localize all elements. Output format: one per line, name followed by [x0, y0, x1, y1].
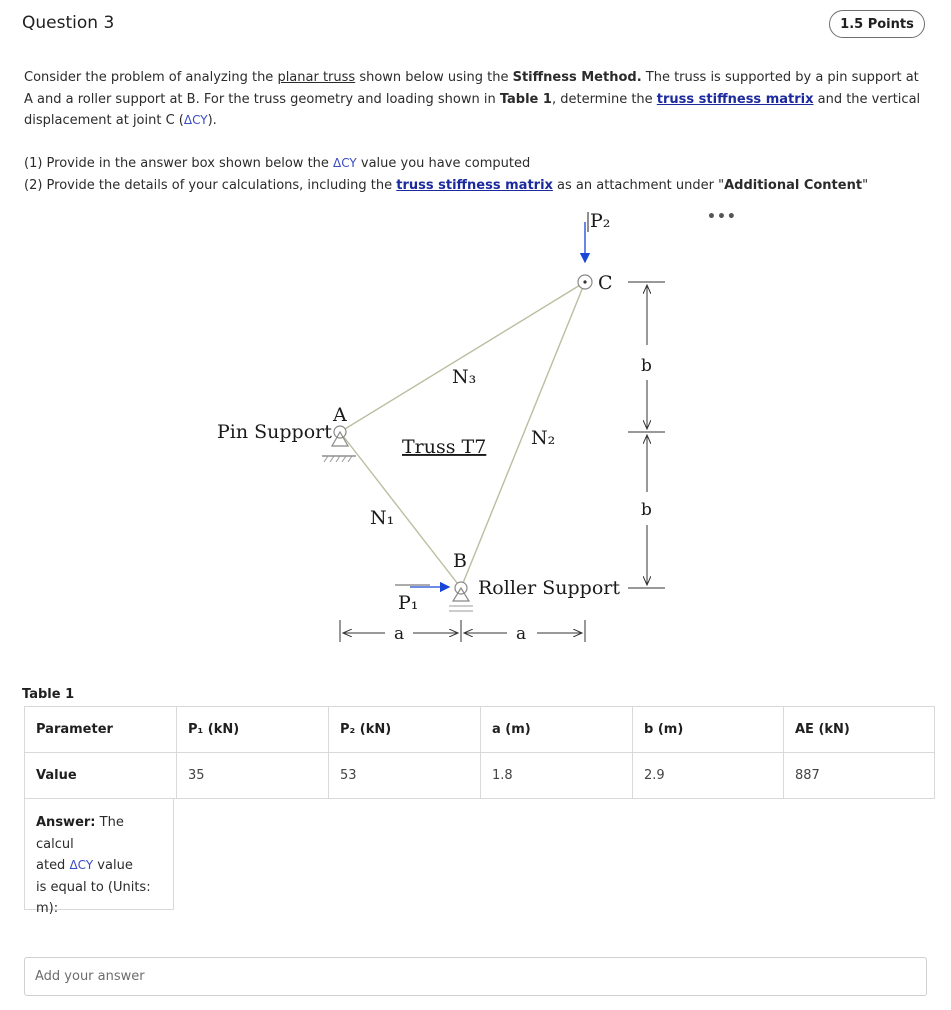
table-header-cell: b (m): [633, 707, 784, 753]
delta-cy-symbol: ΔCY: [333, 156, 357, 170]
member-n3: [340, 282, 585, 432]
question-description: [24, 67, 924, 132]
label-n3: N₃: [452, 366, 477, 388]
table-header-cell: P₁ (kN): [177, 707, 329, 753]
table-header-cell: Parameter: [25, 707, 177, 753]
instruction-text: as an attachment under ": [552, 177, 725, 193]
label-dim-b-bottom: b: [641, 500, 652, 520]
more-horizontal-icon[interactable]: •••: [707, 209, 737, 225]
stiffness-matrix-term: truss stiffness matrix: [656, 91, 814, 107]
roller-support-b: [449, 582, 473, 611]
table-value-cell: Value: [25, 753, 177, 799]
table-value-cell: 53: [329, 753, 481, 799]
intro-text: and the vertical displacement at joint C (: [24, 91, 921, 128]
table-value-cell: 35: [177, 753, 329, 799]
table-reference: Table 1: [499, 91, 552, 107]
instruction-1: [24, 153, 924, 175]
answer-text: is equal to (Units:: [36, 879, 151, 895]
instruction-text: ": [862, 177, 869, 193]
table-header-cell: a (m): [481, 707, 633, 753]
answer-text: The calcul: [36, 815, 124, 852]
answer-text: value: [93, 858, 133, 873]
label-b: B: [453, 550, 467, 572]
instructions: [24, 153, 924, 196]
table-label: Table 1: [22, 687, 75, 702]
intro-text: ).: [207, 113, 217, 128]
table-value-cell: 2.9: [633, 753, 784, 799]
member-n2: [461, 282, 585, 588]
answer-input[interactable]: [24, 957, 927, 996]
answer-prompt: [24, 798, 174, 916]
instruction-text: (1) Provide in the answer box shown below the: [24, 156, 334, 171]
label-n2: N₂: [531, 427, 556, 449]
instruction-text: (2) Provide the details of your calculations, including the: [24, 177, 397, 193]
label-truss-name: Truss T7: [402, 436, 487, 458]
intro-text: , determine the: [551, 91, 657, 107]
question-title: Question 3: [22, 13, 115, 33]
label-p2: P₂: [590, 210, 611, 232]
intro-text: Consider the problem of analyzing the: [24, 70, 278, 85]
delta-cy-symbol: ΔCY: [183, 113, 208, 127]
stiffness-matrix-term: truss stiffness matrix: [396, 177, 553, 193]
parameter-table: [24, 706, 935, 799]
vertical-dimension: [628, 282, 665, 588]
joint-c: [578, 275, 592, 289]
table-header-row: [25, 707, 935, 753]
additional-content-term: Additional Content: [724, 177, 863, 193]
answer-text: ated: [36, 858, 70, 873]
label-dim-b-top: b: [641, 356, 652, 376]
instruction-text: value you have computed: [356, 156, 531, 171]
planar-truss-term: planar truss: [277, 70, 356, 85]
table-value-row: [25, 753, 935, 799]
stiffness-method-term: Stiffness Method.: [512, 70, 642, 85]
table-header-cell: P₂ (kN): [329, 707, 481, 753]
answer-bold: Answer:: [36, 815, 96, 830]
label-dim-a-right: a: [516, 624, 527, 644]
table-header-cell: AE (kN): [784, 707, 935, 753]
label-roller-support: Roller Support: [478, 577, 620, 599]
horizontal-dimension: [340, 620, 585, 642]
label-p1: P₁: [398, 592, 419, 614]
instruction-2: [24, 175, 924, 197]
table-value-cell: 1.8: [481, 753, 633, 799]
answer-text: m):: [36, 901, 59, 916]
points-badge: 1.5 Points: [829, 10, 925, 38]
delta-cy-symbol: ΔCY: [69, 858, 94, 872]
label-a: A: [333, 404, 347, 426]
label-pin-support: Pin Support: [217, 421, 332, 443]
label-n1: N₁: [370, 507, 395, 529]
label-dim-a-left: a: [394, 624, 405, 644]
intro-text: shown below using the: [355, 70, 513, 85]
truss-diagram: [0, 195, 951, 655]
table-value-cell: 887: [784, 753, 935, 799]
label-c: C: [598, 272, 613, 294]
intro-text: The truss is supported by a pin support at A and a roller support at B. For the truss geometry and loading shown in: [24, 70, 919, 107]
